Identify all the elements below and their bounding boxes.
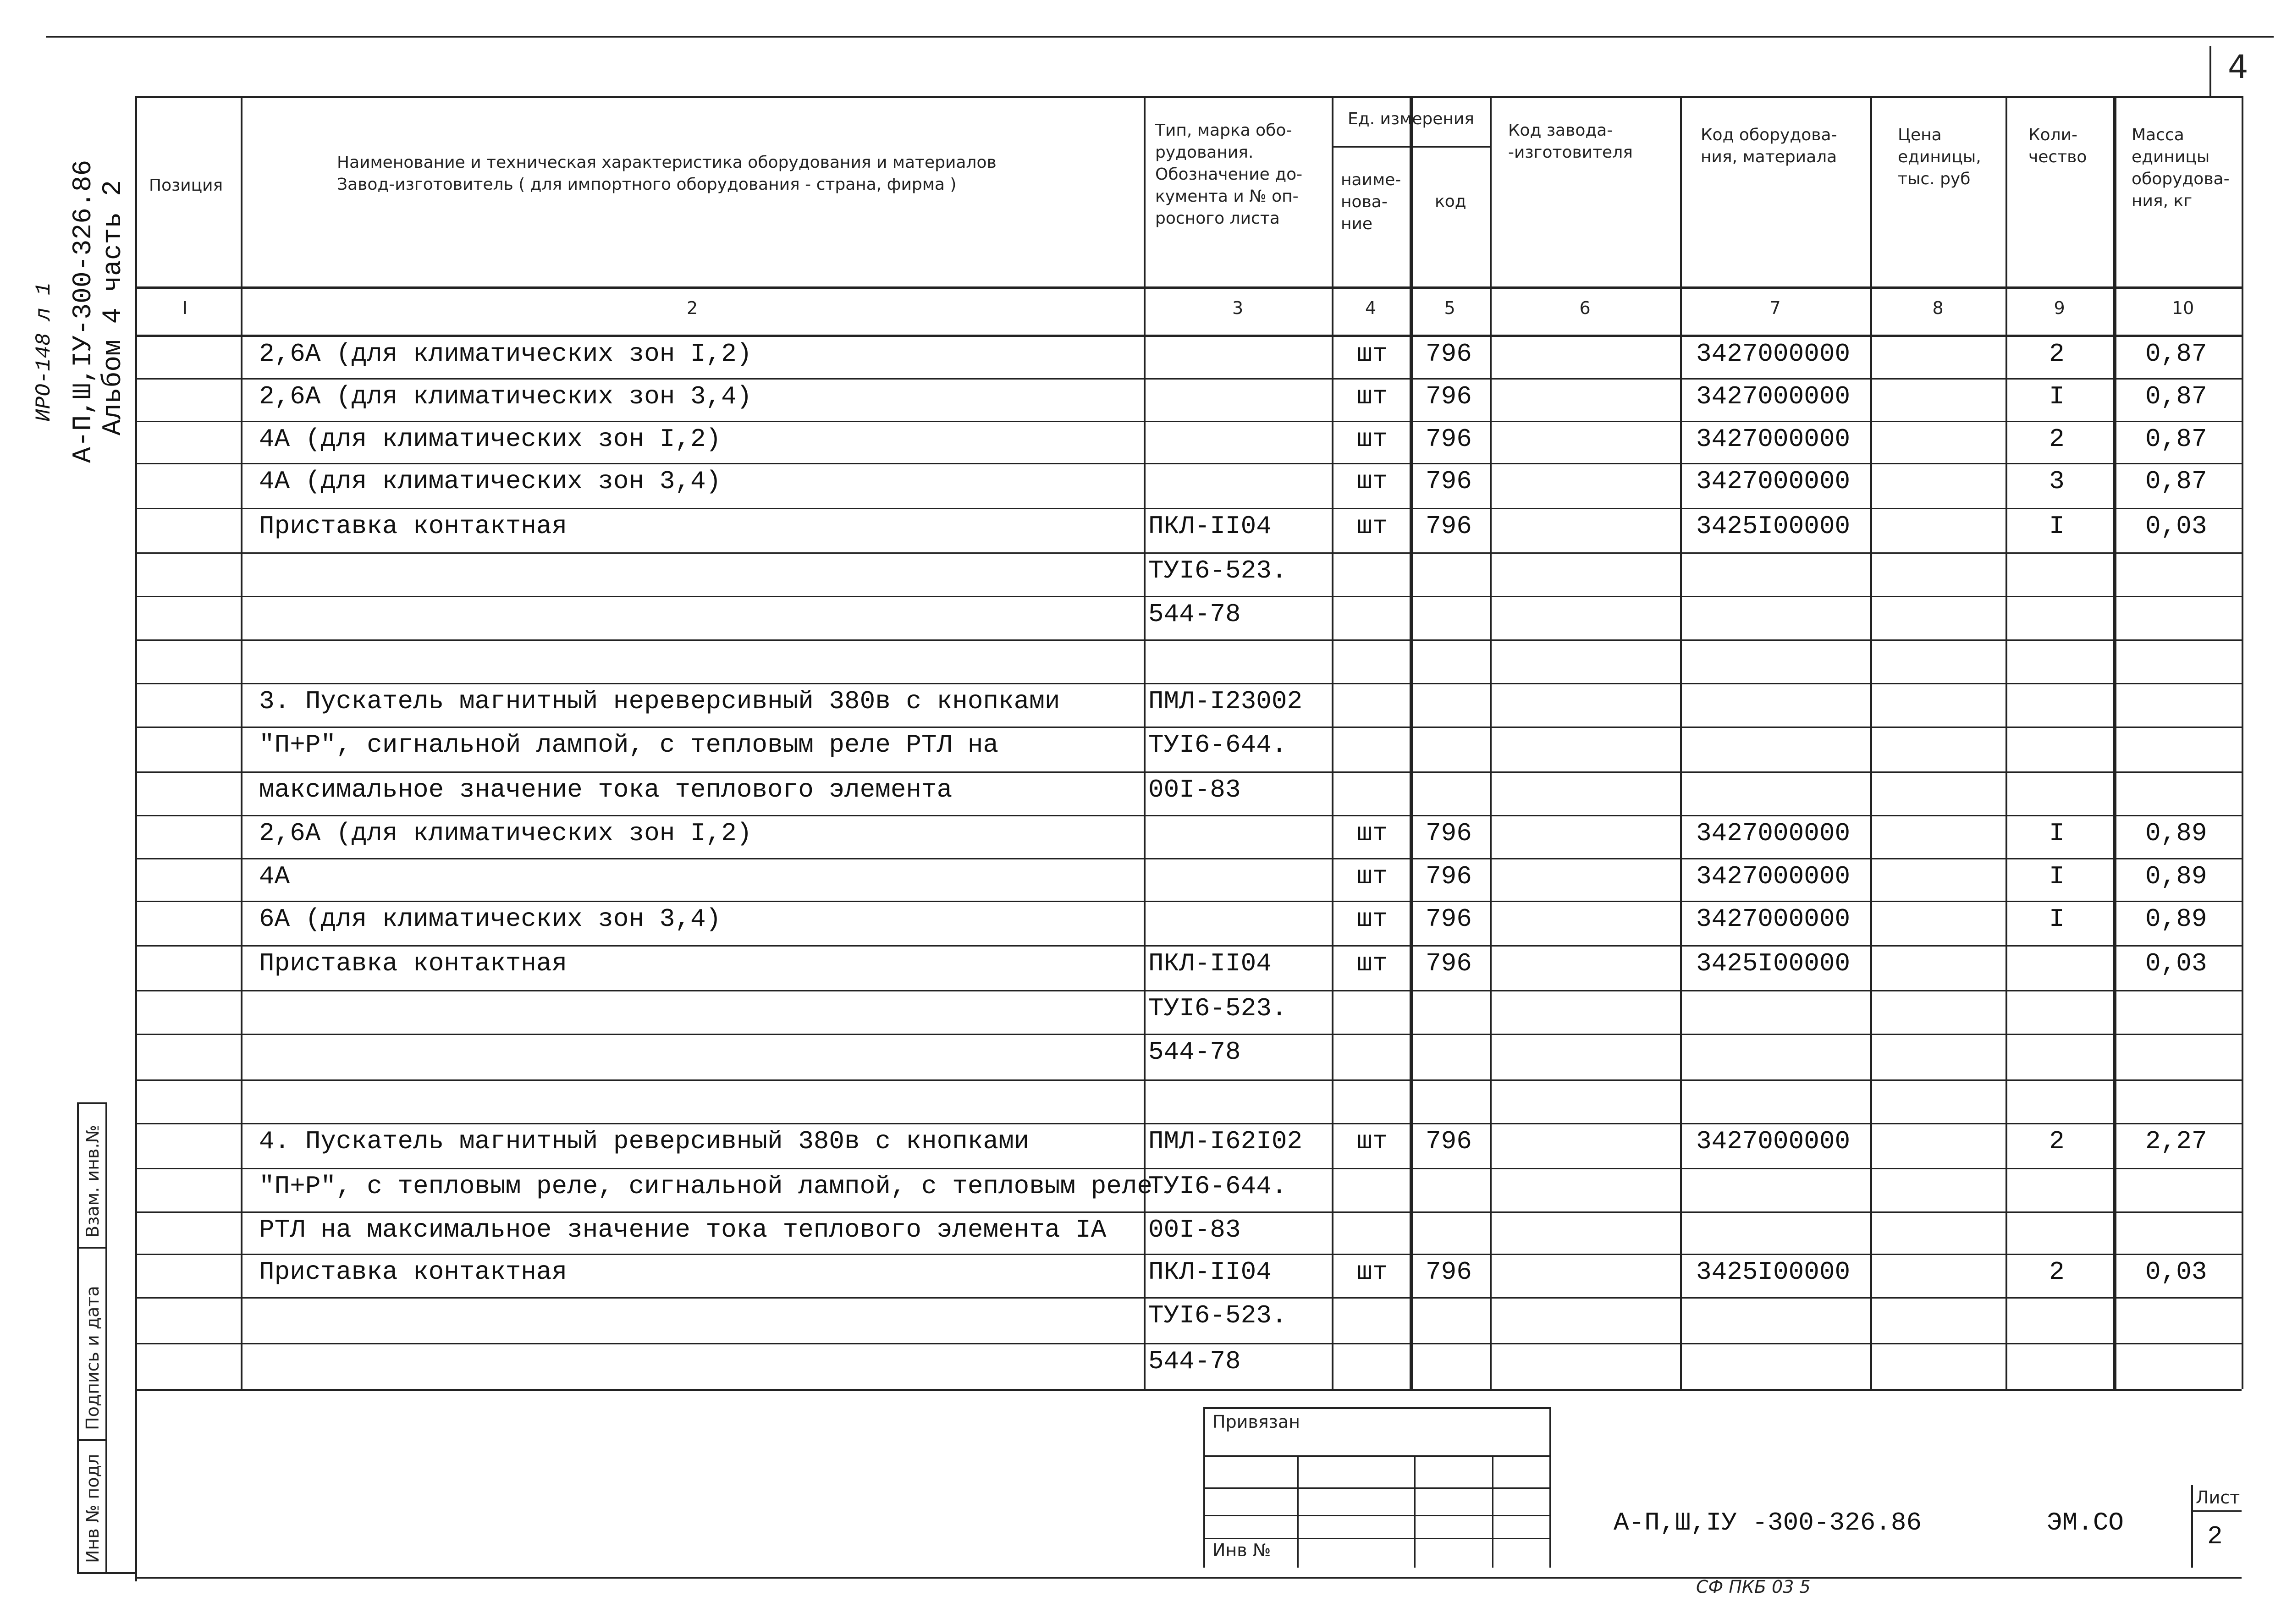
row-line (135, 552, 2242, 554)
row-name: максимальное значение тока теплового элемента (259, 775, 953, 804)
row-code: 796 (1426, 1257, 1472, 1287)
row-name: 2,6А (для климатических зон I,2) (259, 339, 752, 369)
left-stamp-line (77, 1439, 105, 1441)
row-type: ПМЛ-I62I02 (1148, 1127, 1303, 1156)
left-stamp-vzam: Взам. инв.№ (83, 1125, 103, 1238)
header-factory-code: Код завода- (1508, 121, 1613, 140)
column-line (1680, 96, 1682, 1389)
row-equip-code: 3427000000 (1696, 424, 1851, 454)
row-line (135, 596, 2242, 597)
row-qty: 2 (2049, 1257, 2065, 1287)
column-number: I (182, 298, 188, 318)
header-unit-name: ние (1341, 215, 1373, 233)
row-mass: 2,27 (2145, 1127, 2207, 1156)
stamp-sheet-mid (2191, 1510, 2242, 1512)
unit-subheader-line (1332, 146, 1490, 148)
frame-bottom (135, 1577, 2242, 1579)
side-code-3: Альбом 4 часть 2 (99, 180, 128, 435)
row-name: 6А (для климатических зон 3,4) (259, 904, 722, 934)
stamp-sheet-left (2191, 1485, 2193, 1568)
row-equip-code: 3425I00000 (1696, 949, 1851, 978)
left-stamp-line (105, 1102, 107, 1572)
row-type: ТУI6-523. (1148, 1301, 1287, 1330)
header-type: кумента и № оп- (1155, 187, 1299, 206)
row-line (135, 1343, 2242, 1344)
row-mass: 0,87 (2145, 339, 2207, 369)
row-line (135, 1297, 2242, 1299)
row-unit: шт (1357, 1127, 1388, 1156)
row-line (135, 771, 2242, 773)
row-equip-code: 3427000000 (1696, 339, 1851, 369)
row-name: 4А (для климатических зон I,2) (259, 424, 722, 454)
row-type: ТУI6-644. (1148, 730, 1287, 760)
row-line (135, 463, 2242, 464)
row-name: Приставка контактная (259, 949, 567, 978)
left-stamp-line (77, 1572, 137, 1574)
row-name: 4А (для климатических зон 3,4) (259, 467, 722, 496)
row-line (135, 421, 2242, 422)
column-line (1490, 96, 1492, 1389)
row-type: ТУI6-644. (1148, 1172, 1287, 1201)
column-number: 4 (1365, 298, 1377, 318)
column-line (1870, 96, 1872, 1389)
stamp-row (1203, 1455, 1549, 1457)
header-name: Наименование и техническая характеристика оборудования и материалов (337, 153, 997, 172)
header-equip-code: Код оборудова- (1701, 126, 1837, 144)
header-mass: единицы (2132, 148, 2210, 166)
header-position: Позиция (149, 176, 223, 195)
row-mass: 0,03 (2145, 512, 2207, 541)
column-number: 5 (1444, 298, 1455, 318)
row-qty: 2 (2049, 1127, 2065, 1156)
row-unit: шт (1357, 512, 1388, 541)
row-name: Приставка контактная (259, 512, 567, 541)
row-name: 4А (259, 862, 290, 891)
column-number: 10 (2172, 298, 2194, 318)
stamp-row (1203, 1515, 1549, 1516)
row-type: 00I-83 (1148, 775, 1241, 804)
row-qty: I (2049, 862, 2065, 891)
row-type: 00I-83 (1148, 1215, 1241, 1244)
header-qty: чество (2028, 148, 2087, 166)
row-type: 544-78 (1148, 1347, 1241, 1376)
row-line (135, 945, 2242, 947)
row-mass: 0,87 (2145, 382, 2207, 411)
frame-left (135, 96, 137, 1581)
row-code: 796 (1426, 819, 1472, 848)
row-line (135, 1254, 2242, 1255)
table-bottom (135, 1389, 2242, 1391)
column-number: 2 (687, 298, 698, 318)
column-number: 9 (2054, 298, 2065, 318)
row-equip-code: 3425I00000 (1696, 512, 1851, 541)
row-mass: 0,89 (2145, 819, 2207, 848)
left-stamp-inv-podl: Инв № подл (83, 1453, 103, 1563)
header-mass: Масса (2132, 126, 2184, 144)
row-type: ПКЛ-II04 (1148, 512, 1272, 541)
side-code-2: А-П,Ш,IУ-300-326.86 (69, 160, 99, 463)
row-name: 2,6А (для климатических зон I,2) (259, 819, 752, 848)
row-type: 544-78 (1148, 600, 1241, 629)
row-qty: I (2049, 819, 2065, 848)
left-stamp-line (77, 1102, 105, 1104)
frame-top (135, 96, 2242, 98)
header-type: Тип, марка обо- (1155, 121, 1292, 140)
row-equip-code: 3425I00000 (1696, 1257, 1851, 1287)
stamp-sheet-label: Лист (2196, 1487, 2240, 1508)
sheet-number: 4 (2228, 48, 2248, 86)
row-mass: 0,89 (2145, 862, 2207, 891)
column-line (1410, 96, 1413, 1389)
row-mass: 0,89 (2145, 904, 2207, 934)
row-line (135, 639, 2242, 641)
stamp-inv-no: Инв № (1212, 1540, 1271, 1560)
header-unit-name: наиме- (1341, 171, 1401, 189)
row-qty: 3 (2049, 467, 2065, 496)
row-code: 796 (1426, 949, 1472, 978)
column-line (1332, 96, 1333, 1389)
top-border (46, 36, 2274, 38)
header-equip-code: ния, материала (1701, 148, 1837, 166)
row-code: 796 (1426, 1127, 1472, 1156)
stamp-row (1203, 1538, 1549, 1539)
row-type: ТУI6-523. (1148, 994, 1287, 1023)
stamp-right (1549, 1407, 1551, 1568)
stamp-col (1297, 1455, 1299, 1568)
row-unit: шт (1357, 467, 1388, 496)
left-stamp-line (77, 1247, 105, 1249)
row-equip-code: 3427000000 (1696, 819, 1851, 848)
row-qty: 2 (2049, 339, 2065, 369)
row-unit: шт (1357, 949, 1388, 978)
row-line (135, 378, 2242, 380)
stamp-sheet-value: 2 (2207, 1522, 2223, 1551)
row-name: 2,6А (для климатических зон 3,4) (259, 382, 752, 411)
row-code: 796 (1426, 382, 1472, 411)
side-code-1: ИРО-148 л 1 (32, 282, 56, 422)
row-line (135, 1079, 2242, 1081)
header-unit-group: Ед. измерения (1348, 110, 1474, 128)
row-equip-code: 3427000000 (1696, 1127, 1851, 1156)
row-line (135, 858, 2242, 859)
column-number: 8 (1932, 298, 1944, 318)
row-line (135, 990, 2242, 991)
header-type: росного листа (1155, 209, 1280, 228)
row-unit: шт (1357, 382, 1388, 411)
header-qty: Коли- (2028, 126, 2077, 144)
header-unit-name: нова- (1341, 193, 1388, 211)
stamp-top (1203, 1407, 1549, 1409)
row-unit: шт (1357, 904, 1388, 934)
row-unit: шт (1357, 1257, 1388, 1287)
row-line (135, 1168, 2242, 1169)
row-type: ТУI6-523. (1148, 556, 1287, 585)
row-mass: 0,87 (2145, 467, 2207, 496)
stamp-doc-code: А-П,Ш,IУ -300-326.86 (1614, 1508, 1922, 1537)
column-number: 3 (1232, 298, 1244, 318)
row-line (135, 727, 2242, 728)
header-type: рудования. (1155, 143, 1254, 162)
header-mass: оборудова- (2132, 170, 2230, 188)
stamp-doc-mark: ЭМ.СО (2047, 1508, 2124, 1537)
column-number: 6 (1579, 298, 1591, 318)
row-type: ПМЛ-I23002 (1148, 687, 1303, 716)
sheet-box-left (2209, 46, 2211, 96)
row-type: ПКЛ-II04 (1148, 949, 1272, 978)
row-qty: I (2049, 382, 2065, 411)
row-equip-code: 3427000000 (1696, 862, 1851, 891)
header-price: единицы, (1898, 148, 1981, 166)
stamp-col (1414, 1455, 1416, 1568)
row-line (135, 901, 2242, 902)
row-line (135, 1123, 2242, 1124)
row-code: 796 (1426, 339, 1472, 369)
row-unit: шт (1357, 424, 1388, 454)
row-qty: I (2049, 512, 2065, 541)
row-qty: 2 (2049, 424, 2065, 454)
row-line (135, 815, 2242, 816)
row-name: "П+Р", сигнальной лампой, с тепловым реле РТЛ на (259, 730, 999, 760)
frame-right (2242, 96, 2243, 1389)
row-qty: I (2049, 904, 2065, 934)
row-type: ПКЛ-II04 (1148, 1257, 1272, 1287)
row-unit: шт (1357, 819, 1388, 848)
row-name: 4. Пускатель магнитный реверсивный 380в с кнопками (259, 1127, 1030, 1156)
row-name: "П+Р", с тепловым реле, сигнальной лампой, с тепловым реле (259, 1172, 1153, 1201)
row-mass: 0,03 (2145, 949, 2207, 978)
row-line (135, 683, 2242, 684)
row-code: 796 (1426, 862, 1472, 891)
row-mass: 0,03 (2145, 1257, 2207, 1287)
row-equip-code: 3427000000 (1696, 904, 1851, 934)
header-bottom (135, 286, 2242, 289)
column-line (2006, 96, 2007, 1389)
row-code: 796 (1426, 424, 1472, 454)
stamp-row (1203, 1487, 1549, 1489)
header-factory-code: -изготовителя (1508, 143, 1633, 162)
row-unit: шт (1357, 862, 1388, 891)
row-name: 3. Пускатель магнитный нереверсивный 380в с кнопками (259, 687, 1060, 716)
row-code: 796 (1426, 467, 1472, 496)
colnum-bottom (135, 335, 2242, 337)
row-code: 796 (1426, 512, 1472, 541)
row-line (135, 508, 2242, 509)
header-mass: ния, кг (2132, 192, 2193, 210)
row-unit: шт (1357, 339, 1388, 369)
stamp-col (1492, 1455, 1493, 1568)
header-name: Завод-изготовитель ( для импортного оборудования - страна, фирма ) (337, 175, 957, 194)
header-type: Обозначение до- (1155, 165, 1303, 184)
left-stamp-podpis: Подпись и дата (83, 1286, 103, 1430)
row-line (135, 1034, 2242, 1035)
row-name: РТЛ на максимальное значение тока теплового элемента IА (259, 1215, 1107, 1244)
stamp-privyazan: Привязан (1212, 1412, 1300, 1432)
row-equip-code: 3427000000 (1696, 467, 1851, 496)
row-line (135, 1211, 2242, 1213)
row-code: 796 (1426, 904, 1472, 934)
header-price: Цена (1898, 126, 1942, 144)
left-stamp-line (77, 1102, 79, 1572)
row-type: 544-78 (1148, 1037, 1241, 1067)
column-line (241, 96, 242, 1389)
column-line (2113, 96, 2116, 1389)
header-price: тыс. руб (1898, 170, 1971, 188)
column-number: 7 (1769, 298, 1781, 318)
row-name: Приставка контактная (259, 1257, 567, 1287)
row-mass: 0,87 (2145, 424, 2207, 454)
header-unit-code: код (1435, 192, 1466, 211)
footer-note: СФ ПКБ 03 5 (1696, 1577, 1811, 1597)
row-equip-code: 3427000000 (1696, 382, 1851, 411)
